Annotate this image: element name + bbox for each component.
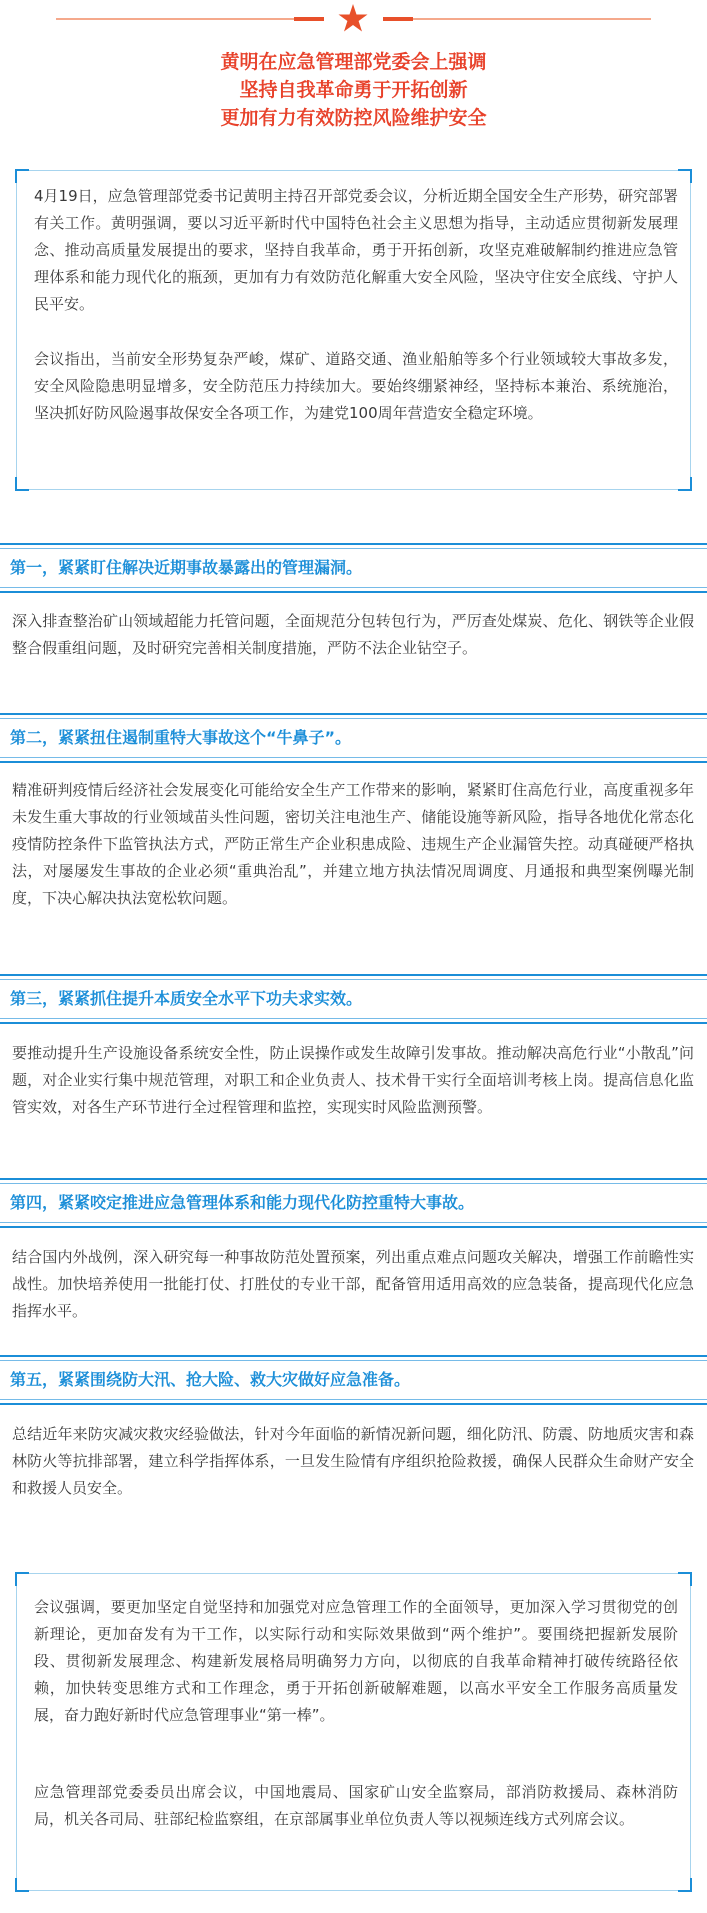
section-header-3 <box>0 974 707 1024</box>
corner-top-left <box>15 169 29 183</box>
ornament-line-right <box>413 18 651 20</box>
section-title-5: 第五，紧紧围绕防大汛、抢大险、救大灾做好应急准备。 <box>10 1370 411 1389</box>
intro-box <box>16 170 691 490</box>
corner-bottom-right <box>678 1878 692 1892</box>
closing-paragraph-1: 会议强调，要更加坚定自觉坚持和加强党对应急管理工作的全面领导，更加深入学习贯彻党的创新理论，更加奋发有为干工作，以实际行动和实际效果做到“两个维护”。要围绕把握新发展阶段、贯彻新发展理念、构建新发展格局明确努力方向，以彻底的自我革命精神打破传统路径依赖，加快转变思维方式和工作理念，勇于开拓创新破解难题，以高水平安全工作服务高质量发展，奋力跑好新时代应急管理事业“第一棒”。 <box>34 1598 678 1724</box>
corner-bottom-left <box>15 1878 29 1892</box>
headline-line-3: 更加有力有效防控风险维护安全 <box>220 107 487 129</box>
closing-box <box>16 1573 691 1891</box>
intro-paragraph-2: 会议指出，当前安全形势复杂严峻，煤矿、道路交通、渔业船舶等多个行业领域较大事故多发，安全风险隐患明显增多，安全防范压力持续加大。要始终绷紧神经，坚持标本兼治、系统施治，坚决抓好防风险遏事故保安全各项工作，为建党100周年营造安全稳定环境。 <box>34 350 678 422</box>
article-headline <box>0 48 707 132</box>
ornament-line-left <box>56 18 294 20</box>
corner-top-right <box>678 169 692 183</box>
intro-paragraph-1: 4月19日，应急管理部党委书记黄明主持召开部党委会议，分析近期全国安全生产形势，研究部署有关工作。黄明强调，要以习近平新时代中国特色社会主义思想为指导，主动适应贯彻新发展理念、推动高质量发展提出的要求，坚持自我革命，勇于开拓创新，攻坚克难破解制约推进应急管理体系和能力现代化的瓶颈，更加有力有效防范化解重大安全风险，坚决守住安全底线、守护人民平安。 <box>34 187 678 313</box>
section-body-3: 要推动提升生产设施设备系统安全性，防止误操作或发生故障引发事故。推动解决高危行业“小散乱”问题，对企业实行集中规范管理，对职工和企业负责人、技术骨干实行全面培训考核上岗。提高信息化监管实效，对各生产环节进行全过程管理和监控，实现实时风险监测预警。 <box>12 1044 694 1116</box>
section-header-4 <box>0 1178 707 1228</box>
headline-line-2: 坚持自我革命勇于开拓创新 <box>239 79 468 101</box>
section-body-2: 精准研判疫情后经济社会发展变化可能给安全生产工作带来的影响，紧紧盯住高危行业，高度重视多年未发生重大事故的行业领域苗头性问题，密切关注电池生产、储能设施等新风险，指导各地优化常态化疫情防控条件下监管执法方式，严防正常生产企业积患成险、违规生产企业漏管失控。动真碰硬严格执法，对屡屡发生事故的企业必须“重典治乱”，并建立地方执法情况周调度、月通报和典型案例曝光制度，下决心解决执法宽松软问题。 <box>12 781 694 907</box>
star-icon <box>336 2 370 36</box>
section-body-5: 总结近年来防灾减灾救灾经验做法，针对今年面临的新情况新问题，细化防汛、防震、防地质灾害和森林防火等抗排部署，建立科学指挥体系，一旦发生险情有序组织抢险救援，确保人民群众生命财产安全和救援人员安全。 <box>12 1425 694 1497</box>
section-body-4: 结合国内外战例，深入研究每一种事故防范处置预案，列出重点难点问题攻关解决，增强工作前瞻性实战性。加快培养使用一批能打仗、打胜仗的专业干部，配备管用适用高效的应急装备，提高现代化应急指挥水平。 <box>12 1248 694 1320</box>
corner-top-right <box>678 1572 692 1586</box>
headline-line-1: 黄明在应急管理部党委会上强调 <box>220 51 487 73</box>
section-title-1: 第一，紧紧盯住解决近期事故暴露出的管理漏洞。 <box>10 558 363 577</box>
section-header-2 <box>0 713 707 763</box>
corner-bottom-right <box>678 477 692 491</box>
ornament-dash-right <box>383 17 413 21</box>
corner-bottom-left <box>15 477 29 491</box>
section-header-1 <box>0 543 707 593</box>
ornament-dash-left <box>294 17 324 21</box>
section-body-1: 深入排查整治矿山领域超能力托管问题，全面规范分包转包行为，严厉查处煤炭、危化、钢铁等企业假整合假重组问题，及时研究完善相关制度措施，严防不法企业钻空子。 <box>12 612 694 657</box>
section-title-3: 第三，紧紧抓住提升本质安全水平下功夫求实效。 <box>10 989 363 1008</box>
section-header-5 <box>0 1355 707 1405</box>
corner-top-left <box>15 1572 29 1586</box>
closing-paragraph-2: 应急管理部党委委员出席会议，中国地震局、国家矿山安全监察局，部消防救援局、森林消防局，机关各司局、驻部纪检监察组，在京部属事业单位负责人等以视频连线方式列席会议。 <box>34 1783 678 1828</box>
section-title-2: 第二，紧紧扭住遏制重特大事故这个“牛鼻子”。 <box>10 728 352 747</box>
top-ornament <box>0 0 707 40</box>
section-title-4: 第四，紧紧咬定推进应急管理体系和能力现代化防控重特大事故。 <box>10 1193 475 1212</box>
